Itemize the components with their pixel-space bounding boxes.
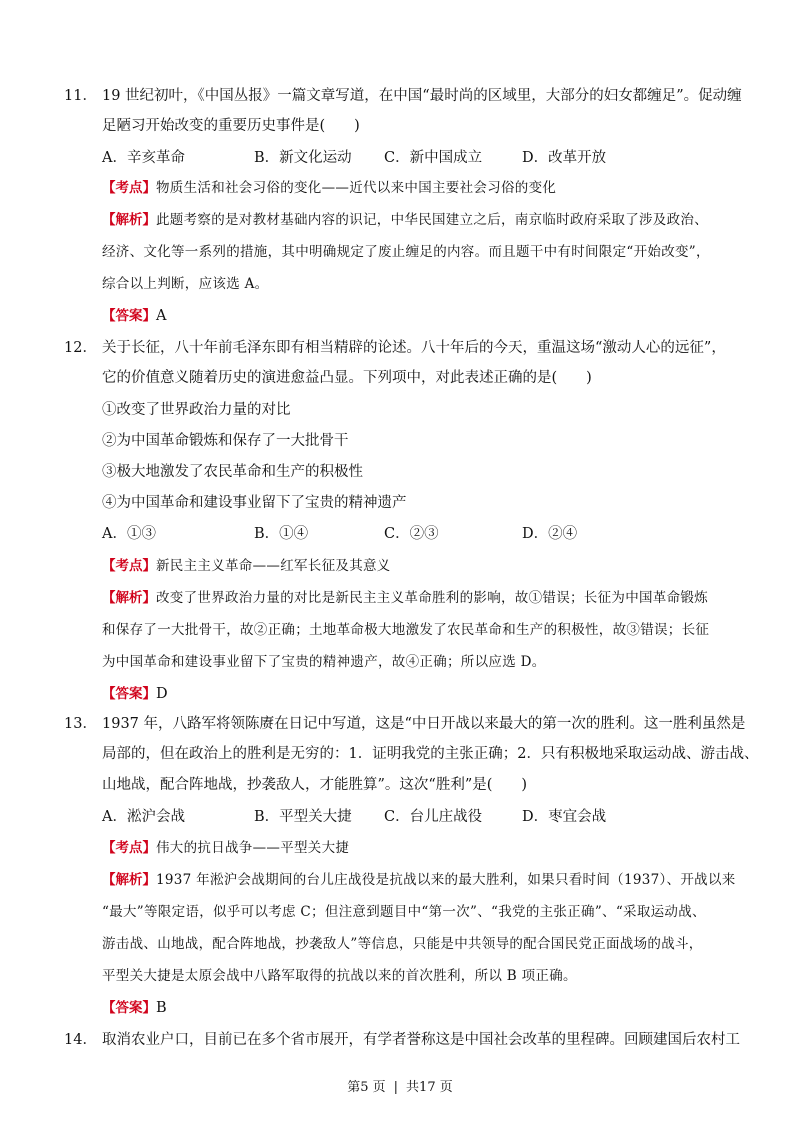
answer-value: A xyxy=(156,308,167,324)
kaodian-row xyxy=(102,556,391,576)
option-b[interactable]: B．①④ xyxy=(254,526,309,542)
answer-row xyxy=(102,306,166,326)
page-footer xyxy=(0,1076,800,1095)
jiexi-text: 综合以上判断，应该选 A。 xyxy=(102,276,269,292)
jiexi-text: 平型关大捷是太原会战中八路军取得的抗战以来的首次胜利，所以 B 项正确。 xyxy=(102,968,577,984)
option-b[interactable]: B．平型关大捷 xyxy=(254,809,352,825)
kaodian-tag: 【考点】 xyxy=(102,180,156,196)
option-a[interactable]: A．淞沪会战 xyxy=(102,809,185,825)
statement-item: ②为中国革命锻炼和保存了一大批骨干 xyxy=(102,433,349,449)
answer-tag: 【答案】 xyxy=(102,686,156,702)
option-a[interactable]: A．①③ xyxy=(102,526,156,542)
question-number: 12． xyxy=(64,340,97,356)
statement-item: ③极大地激发了农民革命和生产的积极性 xyxy=(102,464,363,480)
total-pages: 共17 页 xyxy=(406,1080,453,1095)
question-stem: 足陋习开始改变的重要历史事件是( ) xyxy=(102,118,360,134)
jiexi-tag: 【解析】 xyxy=(102,872,156,888)
option-d[interactable]: D．改革开放 xyxy=(522,150,607,166)
question-stem: 关于长征，八十年前毛泽东即有相当精辟的论述。八十年后的今天，重温这场“激动人心的远征”， xyxy=(102,340,726,356)
jiexi-text: 为中国革命和建设事业留下了宝贵的精神遗产，故④正确；所以应选 D。 xyxy=(102,654,546,670)
option-a[interactable]: A．辛亥革命 xyxy=(102,150,185,166)
kaodian-tag: 【考点】 xyxy=(102,558,156,574)
jiexi-text: 游击战、山地战，配合阵地战，抄袭敌人”等信息，只能是中共领导的配合国民党正面战场的战斗， xyxy=(102,936,703,952)
statement-item: ④为中国革命和建设事业留下了宝贵的精神遗产 xyxy=(102,495,407,511)
answer-row xyxy=(102,684,168,704)
footer-separator: | xyxy=(393,1080,399,1095)
option-c[interactable]: C．②③ xyxy=(384,526,439,542)
question-number: 14． xyxy=(64,1032,97,1048)
jiexi-text: “最大”等限定语，似乎可以考虑 C；但注意到题目中“第一次”、“我党的主张正确”、“采取运动战、 xyxy=(102,904,706,920)
question-stem: 局部的，但在政治上的胜利是无穷的：1．证明我党的主张正确；2．只有积极地采取运动战、游击战、 xyxy=(102,746,759,762)
option-d[interactable]: D．枣宜会战 xyxy=(522,809,607,825)
answer-row xyxy=(102,998,167,1018)
answer-tag: 【答案】 xyxy=(102,1000,156,1016)
question-stem: 19 世纪初叶，《中国丛报》一篇文章写道，在中国“最时尚的区域里，大部分的妇女都缠足”。促动缠 xyxy=(102,88,742,104)
question-number: 13． xyxy=(64,716,97,732)
answer-tag: 【答案】 xyxy=(102,308,156,324)
jiexi-tag: 【解析】 xyxy=(102,212,156,228)
option-d[interactable]: D．②④ xyxy=(522,526,578,542)
option-c[interactable]: C．台儿庄战役 xyxy=(384,809,483,825)
option-b[interactable]: B．新文化运动 xyxy=(254,150,352,166)
jiexi-tag: 【解析】 xyxy=(102,590,156,606)
jiexi-text: 经济、文化等一系列的措施，其中明确规定了废止缠足的内容。而且题干中有时间限定“开始改变”， xyxy=(102,244,710,260)
kaodian-row xyxy=(102,178,556,198)
kaodian-text: 伟大的抗日战争——平型关大捷 xyxy=(156,840,350,856)
question-number: 11． xyxy=(64,88,97,104)
jiexi-row xyxy=(102,588,708,608)
jiexi-text: 此题考察的是对教材基础内容的识记，中华民国建立之后，南京临时政府采取了涉及政治、 xyxy=(156,212,708,228)
answer-value: D xyxy=(156,686,168,702)
jiexi-text: 改变了世界政治力量的对比是新民主主义革命胜利的影响，故①错误；长征为中国革命锻炼 xyxy=(156,590,708,606)
question-stem: 山地战，配合阵地战，抄袭敌人，才能胜算”。这次“胜利”是( ) xyxy=(102,777,528,793)
jiexi-row xyxy=(102,870,736,890)
kaodian-text: 新民主主义革命——红军长征及其意义 xyxy=(156,558,391,574)
kaodian-text: 物质生活和社会习俗的变化——近代以来中国主要社会习俗的变化 xyxy=(156,180,557,196)
answer-value: B xyxy=(156,1000,167,1016)
jiexi-text: 1937 年淞沪会战期间的台儿庄战役是抗战以来的最大胜利，如果只看时间（1937）、开战以来 xyxy=(156,872,736,888)
kaodian-row xyxy=(102,838,349,858)
page-number: 第5 页 xyxy=(347,1080,386,1095)
question-stem: 1937 年，八路军将领陈赓在日记中写道，这是“中日开战以来最大的第一次的胜利。这一胜利虽然是 xyxy=(102,716,746,732)
kaodian-tag: 【考点】 xyxy=(102,840,156,856)
jiexi-text: 和保存了一大批骨干，故②正确；土地革命极大地激发了农民革命和生产的积极性，故③错误；长征 xyxy=(102,622,710,638)
statement-item: ①改变了世界政治力量的对比 xyxy=(102,402,291,418)
question-stem: 它的价值意义随着历史的演进愈益凸显。下列项中，对此表述正确的是( ) xyxy=(102,370,592,386)
option-c[interactable]: C．新中国成立 xyxy=(384,150,483,166)
jiexi-row xyxy=(102,210,708,230)
question-stem: 取消农业户口，目前已在多个省市展开，有学者誉称这是中国社会改革的里程碑。回顾建国后农村工 xyxy=(102,1032,740,1048)
